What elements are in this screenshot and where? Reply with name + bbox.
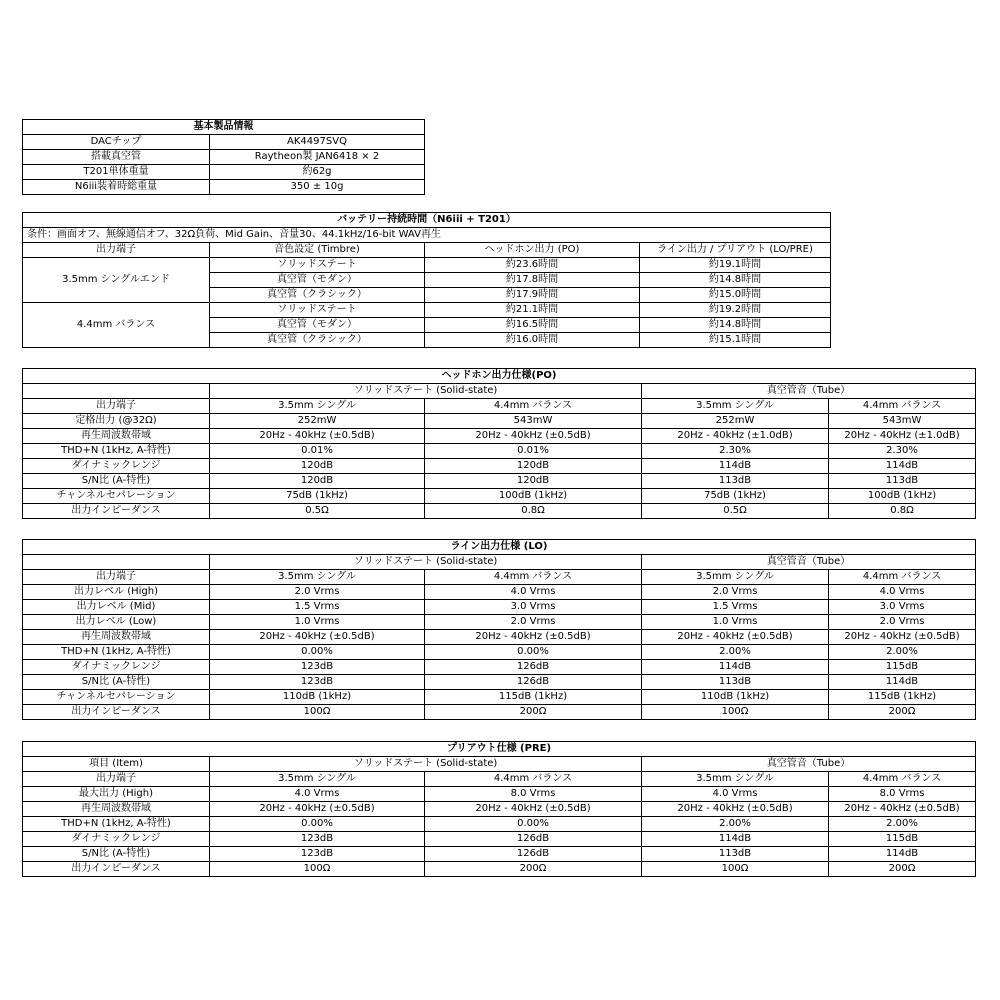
table-row (23, 165, 425, 180)
timbre-cell: ソリッドステート (210, 258, 425, 273)
table-row (23, 489, 976, 504)
spec-value: 0.01% (425, 444, 642, 459)
spec-value: 20Hz - 40kHz (±0.5dB) (642, 630, 829, 645)
item-header: 項目 (Item) (23, 757, 210, 772)
row-label: 搭載真空管 (23, 150, 210, 165)
spec-value: 2.0 Vrms (642, 585, 829, 600)
spec-value: 120dB (425, 459, 642, 474)
group-header-row (23, 555, 976, 570)
spec-value: 0.00% (210, 817, 425, 832)
tube-header: 真空管音（Tube） (642, 555, 976, 570)
spec-value: 543mW (425, 414, 642, 429)
spec-value: 4.0 Vrms (642, 787, 829, 802)
row-label: 再生周波数帯域 (23, 429, 210, 444)
row-label: 出力インピーダンス (23, 504, 210, 519)
spec-value: 2.30% (829, 444, 976, 459)
po-spec-body (23, 399, 976, 519)
solid-state-header: ソリッドステート (Solid-state) (210, 555, 642, 570)
spec-value: 4.4mm バランス (829, 570, 976, 585)
spec-value: 2.00% (829, 645, 976, 660)
spec-value: 4.0 Vrms (425, 585, 642, 600)
row-value: Raytheon製 JAN6418 × 2 (210, 150, 425, 165)
lo-spec-title: ライン出力仕様 (LO) (23, 540, 976, 555)
table-row (23, 459, 976, 474)
table-row (23, 675, 976, 690)
table-row (23, 180, 425, 195)
spec-value: 200Ω (829, 862, 976, 877)
po-cell: 約17.8時間 (425, 273, 640, 288)
table-row (23, 802, 976, 817)
table-row (23, 150, 425, 165)
column-header: ライン出力 / プリアウト (LO/PRE) (640, 243, 831, 258)
timbre-cell: ソリッドステート (210, 303, 425, 318)
spec-value: 1.5 Vrms (210, 600, 425, 615)
spec-value: 20Hz - 40kHz (±0.5dB) (210, 802, 425, 817)
spec-value: 115dB (1kHz) (425, 690, 642, 705)
spec-value: 114dB (829, 459, 976, 474)
spec-value: 115dB (829, 660, 976, 675)
po-cell: 約16.5時間 (425, 318, 640, 333)
spec-value: 20Hz - 40kHz (±0.5dB) (210, 630, 425, 645)
spec-value: 113dB (642, 474, 829, 489)
spec-value: 0.5Ω (642, 504, 829, 519)
row-label: ダイナミックレンジ (23, 660, 210, 675)
spec-value: 20Hz - 40kHz (±1.0dB) (642, 429, 829, 444)
table-row (23, 787, 976, 802)
table-row (23, 660, 976, 675)
spec-value: 120dB (210, 459, 425, 474)
lo-cell: 約19.1時間 (640, 258, 831, 273)
column-header: 音色設定 (Timbre) (210, 243, 425, 258)
spec-value: 126dB (425, 675, 642, 690)
tube-header: 真空管音（Tube） (642, 384, 976, 399)
table-row (23, 817, 976, 832)
table-row (23, 429, 976, 444)
table-row (23, 303, 831, 318)
table-row (23, 474, 976, 489)
battery-condition: 条件：画面オフ、無線通信オフ、32Ω負荷、Mid Gain、音量30、44.1kHz/16-bit WAV再生 (23, 228, 831, 243)
spec-value: 8.0 Vrms (425, 787, 642, 802)
spec-value: 20Hz - 40kHz (±0.5dB) (829, 802, 976, 817)
spec-value: 75dB (1kHz) (642, 489, 829, 504)
spec-value: 200Ω (425, 705, 642, 720)
row-label: 再生周波数帯域 (23, 802, 210, 817)
row-label: チャンネルセパレーション (23, 690, 210, 705)
row-label: ダイナミックレンジ (23, 459, 210, 474)
spec-value: 3.5mm シングル (642, 570, 829, 585)
spec-value: 110dB (1kHz) (642, 690, 829, 705)
spec-value: 2.0 Vrms (425, 615, 642, 630)
spec-value: 2.30% (642, 444, 829, 459)
tube-header: 真空管音（Tube） (642, 757, 976, 772)
spec-value: 200Ω (425, 862, 642, 877)
row-label: 定格出力 (@32Ω) (23, 414, 210, 429)
table-header-row (23, 243, 831, 258)
spec-value: 75dB (1kHz) (210, 489, 425, 504)
spec-value: 126dB (425, 847, 642, 862)
spec-value: 20Hz - 40kHz (±0.5dB) (210, 429, 425, 444)
row-label: THD+N (1kHz, A-特性) (23, 444, 210, 459)
spec-value: 100dB (1kHz) (829, 489, 976, 504)
po-cell: 約21.1時間 (425, 303, 640, 318)
row-label: 出力レベル (Mid) (23, 600, 210, 615)
table-row (23, 645, 976, 660)
column-header: 出力端子 (23, 243, 210, 258)
timbre-cell: 真空管（モダン） (210, 318, 425, 333)
row-label: THD+N (1kHz, A-特性) (23, 817, 210, 832)
spec-value: 3.0 Vrms (425, 600, 642, 615)
spec-value: 4.0 Vrms (829, 585, 976, 600)
po-cell: 約16.0時間 (425, 333, 640, 348)
row-label: 再生周波数帯域 (23, 630, 210, 645)
spec-value: 1.5 Vrms (642, 600, 829, 615)
table-row (23, 414, 976, 429)
row-label: 出力レベル (Low) (23, 615, 210, 630)
row-label: DACチップ (23, 135, 210, 150)
spec-value: 100dB (1kHz) (425, 489, 642, 504)
spec-value: 20Hz - 40kHz (±0.5dB) (829, 630, 976, 645)
row-label: ダイナミックレンジ (23, 832, 210, 847)
group-header-row (23, 384, 976, 399)
basic-info-title: 基本製品情報 (23, 120, 425, 135)
row-label: 出力レベル (High) (23, 585, 210, 600)
spec-value: 114dB (829, 847, 976, 862)
port-label: 4.4mm バランス (23, 303, 210, 348)
spec-value: 123dB (210, 675, 425, 690)
row-label: S/N比 (A-特性) (23, 675, 210, 690)
table-row (23, 772, 976, 787)
spec-value: 100Ω (642, 862, 829, 877)
spec-value: 0.00% (425, 817, 642, 832)
table-row (23, 832, 976, 847)
spec-value: 120dB (210, 474, 425, 489)
spec-value: 20Hz - 40kHz (±0.5dB) (425, 802, 642, 817)
row-label: T201単体重量 (23, 165, 210, 180)
spec-value: 100Ω (210, 862, 425, 877)
spec-value: 4.0 Vrms (210, 787, 425, 802)
row-label: 出力インピーダンス (23, 705, 210, 720)
table-row (23, 135, 425, 150)
spec-value: 114dB (642, 832, 829, 847)
table-row (23, 258, 831, 273)
spec-value: 3.5mm シングル (210, 570, 425, 585)
lo-cell: 約14.8時間 (640, 318, 831, 333)
spec-value: 114dB (642, 660, 829, 675)
row-label: チャンネルセパレーション (23, 489, 210, 504)
spec-value: 4.4mm バランス (829, 772, 976, 787)
spec-value: 100Ω (210, 705, 425, 720)
spec-value: 3.5mm シングル (642, 399, 829, 414)
spec-value: 3.5mm シングル (210, 772, 425, 787)
port-label: 3.5mm シングルエンド (23, 258, 210, 303)
po-spec-title: ヘッドホン出力仕様(PO) (23, 369, 976, 384)
table-row (23, 570, 976, 585)
timbre-cell: 真空管（クラシック） (210, 288, 425, 303)
spec-value: 100Ω (642, 705, 829, 720)
table-row (23, 847, 976, 862)
spec-value: 8.0 Vrms (829, 787, 976, 802)
spec-value: 123dB (210, 832, 425, 847)
spec-value: 4.4mm バランス (425, 399, 642, 414)
po-spec-table (22, 368, 976, 519)
spec-value: 543mW (829, 414, 976, 429)
spec-value: 115dB (1kHz) (829, 690, 976, 705)
row-value: AK4497SVQ (210, 135, 425, 150)
row-label: 最大出力 (High) (23, 787, 210, 802)
table-row (23, 705, 976, 720)
spec-value: 4.4mm バランス (425, 570, 642, 585)
pre-spec-body (23, 772, 976, 877)
spec-value: 20Hz - 40kHz (±0.5dB) (425, 429, 642, 444)
basic-info-table (22, 119, 425, 195)
spec-value: 20Hz - 40kHz (±0.5dB) (425, 630, 642, 645)
lo-cell: 約14.8時間 (640, 273, 831, 288)
row-label: 出力端子 (23, 772, 210, 787)
spec-value: 0.8Ω (829, 504, 976, 519)
spec-value: 2.00% (642, 645, 829, 660)
table-row (23, 444, 976, 459)
row-label: S/N比 (A-特性) (23, 474, 210, 489)
group-header-row (23, 757, 976, 772)
spec-value: 114dB (642, 459, 829, 474)
spec-value: 20Hz - 40kHz (±0.5dB) (642, 802, 829, 817)
lo-cell: 約15.1時間 (640, 333, 831, 348)
spec-value: 20Hz - 40kHz (±1.0dB) (829, 429, 976, 444)
table-row (23, 600, 976, 615)
spec-value: 2.00% (642, 817, 829, 832)
spec-value: 4.4mm バランス (425, 772, 642, 787)
lo-spec-table (22, 539, 976, 720)
spec-value: 0.01% (210, 444, 425, 459)
spec-value: 0.8Ω (425, 504, 642, 519)
spec-value: 123dB (210, 660, 425, 675)
empty-header-cell (23, 384, 210, 399)
spec-value: 1.0 Vrms (642, 615, 829, 630)
empty-header-cell (23, 555, 210, 570)
table-row (23, 585, 976, 600)
row-label: N6iii装着時総重量 (23, 180, 210, 195)
row-label: S/N比 (A-特性) (23, 847, 210, 862)
table-row (23, 399, 976, 414)
spec-value: 252mW (642, 414, 829, 429)
row-label: 出力インピーダンス (23, 862, 210, 877)
spec-value: 113dB (642, 675, 829, 690)
spec-value: 126dB (425, 832, 642, 847)
spec-value: 3.0 Vrms (829, 600, 976, 615)
battery-title: バッテリー持続時間（N6iii + T201） (23, 213, 831, 228)
spec-value: 0.00% (210, 645, 425, 660)
spec-value: 110dB (1kHz) (210, 690, 425, 705)
column-header: ヘッドホン出力 (PO) (425, 243, 640, 258)
row-label: 出力端子 (23, 399, 210, 414)
spec-value: 1.0 Vrms (210, 615, 425, 630)
lo-spec-body (23, 570, 976, 720)
spec-value: 200Ω (829, 705, 976, 720)
spec-value: 123dB (210, 847, 425, 862)
pre-spec-title: プリアウト仕様 (PRE) (23, 742, 976, 757)
timbre-cell: 真空管（モダン） (210, 273, 425, 288)
lo-cell: 約15.0時間 (640, 288, 831, 303)
po-cell: 約23.6時間 (425, 258, 640, 273)
solid-state-header: ソリッドステート (Solid-state) (210, 384, 642, 399)
spec-value: 2.00% (829, 817, 976, 832)
row-value: 約62g (210, 165, 425, 180)
row-value: 350 ± 10g (210, 180, 425, 195)
spec-value: 115dB (829, 832, 976, 847)
table-row (23, 504, 976, 519)
spec-value: 4.4mm バランス (829, 399, 976, 414)
spec-value: 113dB (829, 474, 976, 489)
lo-cell: 約19.2時間 (640, 303, 831, 318)
table-row (23, 862, 976, 877)
po-cell: 約17.9時間 (425, 288, 640, 303)
spec-value: 252mW (210, 414, 425, 429)
spec-value: 114dB (829, 675, 976, 690)
spec-value: 2.0 Vrms (829, 615, 976, 630)
table-row (23, 615, 976, 630)
solid-state-header: ソリッドステート (Solid-state) (210, 757, 642, 772)
spec-value: 126dB (425, 660, 642, 675)
spec-value: 3.5mm シングル (642, 772, 829, 787)
pre-spec-table (22, 741, 976, 877)
timbre-cell: 真空管（クラシック） (210, 333, 425, 348)
battery-table (22, 212, 831, 348)
row-label: THD+N (1kHz, A-特性) (23, 645, 210, 660)
spec-value: 3.5mm シングル (210, 399, 425, 414)
spec-value: 2.0 Vrms (210, 585, 425, 600)
spec-value: 0.5Ω (210, 504, 425, 519)
table-row (23, 690, 976, 705)
row-label: 出力端子 (23, 570, 210, 585)
spec-value: 120dB (425, 474, 642, 489)
spec-value: 113dB (642, 847, 829, 862)
table-row (23, 630, 976, 645)
spec-value: 0.00% (425, 645, 642, 660)
